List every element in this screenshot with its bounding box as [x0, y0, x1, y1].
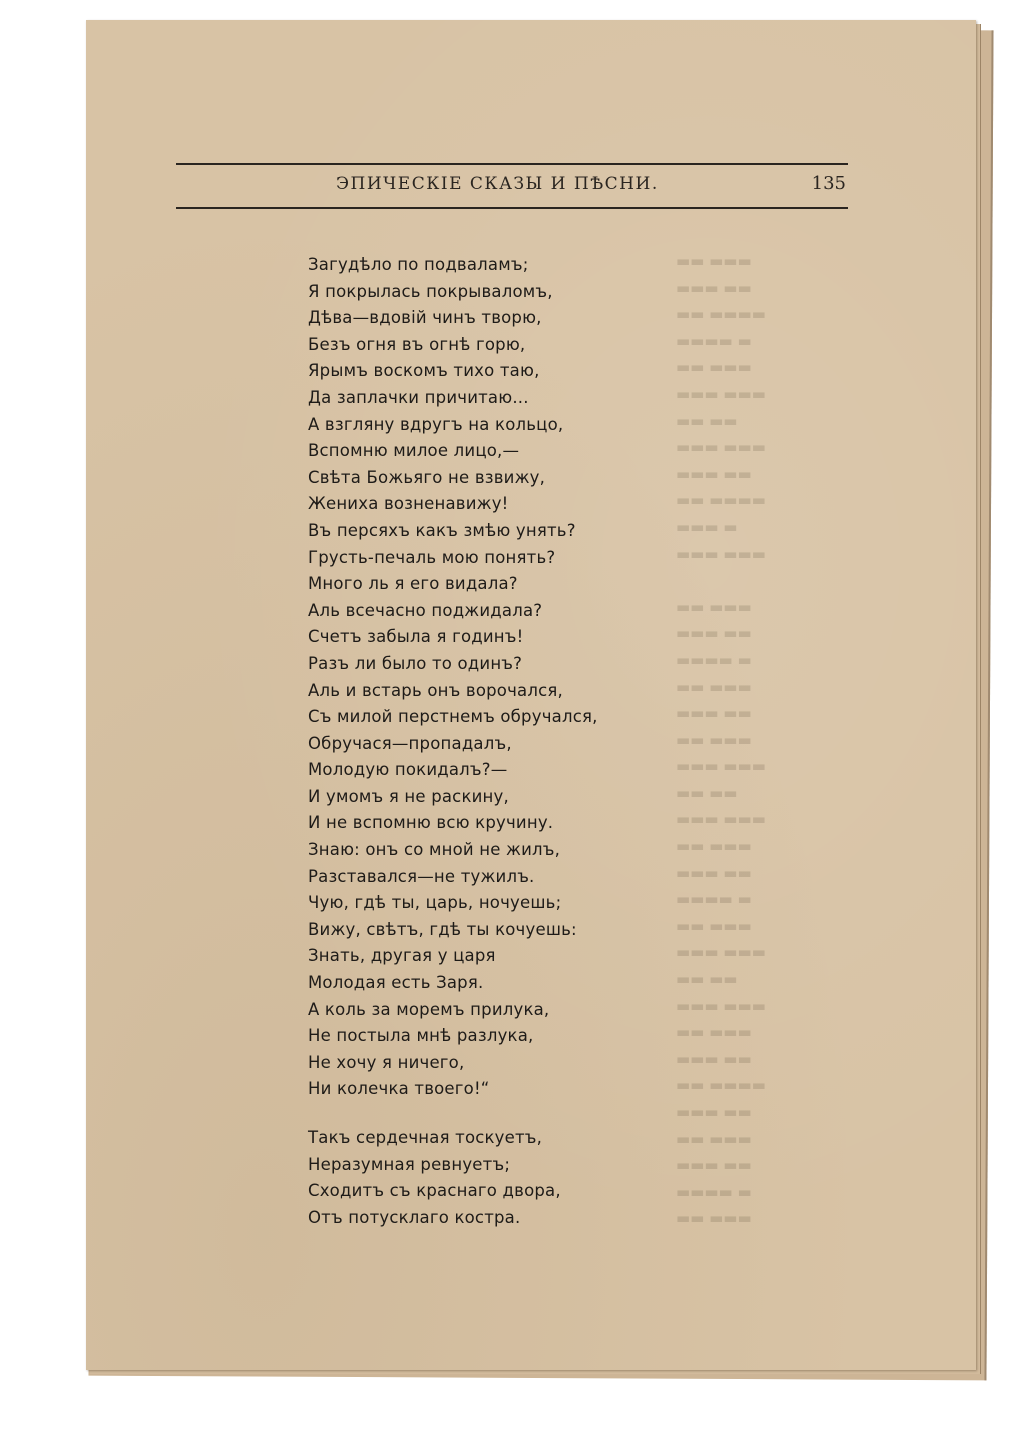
stanza-break [308, 1103, 598, 1125]
verse-line: Безъ огня въ огнѣ горю, [308, 334, 526, 354]
verse-line: И не вспомню всю кручину. [308, 813, 554, 833]
stanza [308, 1125, 598, 1231]
verse-line: Разъ ли было то одинъ? [308, 653, 523, 673]
running-header [176, 163, 848, 209]
verse-line: Молодую покидалъ?— [308, 760, 508, 780]
poem-text [308, 252, 598, 1231]
running-title: ЭПИЧЕСКIЕ СКАЗЫ И ПѢСНИ. [336, 174, 659, 194]
verse-line: Да заплачки причитаю... [308, 387, 529, 407]
verse-line: Аль всечасно поджидала? [308, 600, 543, 620]
verse-line: Обручася—пропадалъ, [308, 733, 512, 753]
verse-line: Грусть-печаль мою понять? [308, 547, 556, 567]
verse-line: Разставался—не тужилъ. [308, 866, 535, 886]
verse-line: Сходитъ съ краснаго двора, [308, 1181, 561, 1201]
verse-line: Свѣта Божьяго не взвижу, [308, 467, 546, 487]
verse-line: Я покрылась покрываломъ, [308, 281, 553, 301]
verse-line: Знать, другая у царя [308, 946, 496, 966]
verse-line: Вспомню милое лицо,— [308, 441, 520, 461]
verse-line: Не хочу я ничего, [308, 1052, 465, 1072]
verse-line: Загудѣло по подваламъ; [308, 255, 529, 274]
stanza [308, 252, 598, 1103]
verse-line: Съ милой перстнемъ обручался, [308, 707, 598, 727]
verse-line: Ни колечка твоего!“ [308, 1079, 490, 1099]
verse-line: Жениха возненавижу! [308, 494, 509, 514]
verse-line: Дѣва—вдовiй чинъ творю, [308, 308, 542, 328]
reverse-side-bleed-through: ▬▬ ▬▬▬ ▬▬▬ ▬▬ ▬▬ ▬▬▬▬ ▬▬▬▬ ▬ ▬▬ ▬▬▬ ▬▬▬ ▬▬▬ ▬▬ ▬▬ ▬▬▬ ▬▬▬ ▬▬▬ ▬▬ ▬▬ ▬▬▬▬ ▬▬▬ ▬ ▬▬▬ ▬▬▬ ▬▬ ▬▬▬ ▬▬▬ ▬▬ ▬▬▬▬ ▬ ▬▬ ▬▬▬ ▬▬▬ ▬▬ ▬▬ ▬▬▬ ▬▬▬ ▬▬▬ ▬▬ ▬▬ ▬▬▬ ▬▬▬ ▬▬ ▬▬▬ ▬▬▬ ▬▬ ▬▬▬▬ ▬ ▬▬ ▬▬▬ ▬▬▬ ▬▬▬ ▬▬ ▬▬ ▬▬▬ ▬▬▬ ▬▬ ▬▬▬ ▬▬▬ ▬▬ ▬▬ ▬▬▬▬ ▬▬▬ ▬▬ ▬▬ ▬▬▬ ▬▬▬ ▬▬ ▬▬▬▬ ▬ ▬▬ ▬▬▬ [676, 252, 766, 1228]
verse-line: А взгляну вдругъ на кольцо, [308, 414, 564, 434]
verse-line: Аль и встарь онъ ворочался, [308, 680, 563, 700]
verse-line: А коль за моремъ прилука, [308, 999, 550, 1019]
verse-line: Много ль я его видала? [308, 574, 518, 594]
verse-line: Счетъ забыла я годинъ! [308, 627, 524, 647]
verse-line: И умомъ я не раскину, [308, 786, 509, 806]
verse-line: Не постыла мнѣ разлука, [308, 1026, 534, 1046]
verse-line: Молодая есть Заря. [308, 973, 484, 993]
verse-line: Отъ потусклаго костра. [308, 1207, 521, 1227]
verse-line: Чую, гдѣ ты, царь, ночуешь; [308, 893, 562, 913]
verse-line: Неразумная ревнуетъ; [308, 1154, 511, 1174]
verse-line: Ярымъ воскомъ тихо таю, [308, 361, 540, 381]
verse-line: Знаю: онъ со мной не жилъ, [308, 840, 561, 860]
book-page [86, 20, 976, 1370]
page-number: 135 [811, 173, 846, 194]
verse-line: Вижу, свѣтъ, гдѣ ты кочуешь: [308, 919, 577, 939]
verse-line: Такъ сердечная тоскуетъ, [308, 1128, 543, 1147]
verse-line: Въ персяхъ какъ змѣю унять? [308, 520, 576, 540]
